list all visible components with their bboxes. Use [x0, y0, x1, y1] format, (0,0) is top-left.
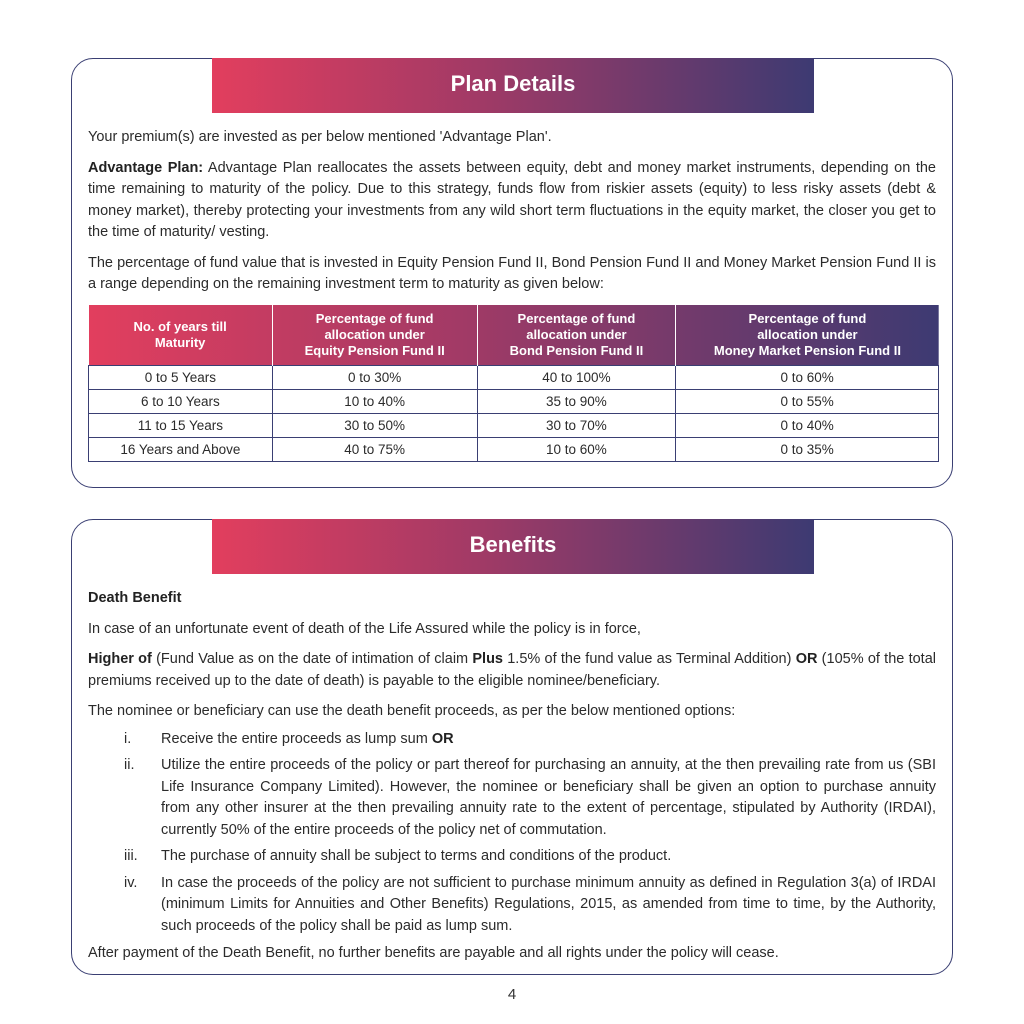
list-item-number: iv.	[124, 874, 138, 891]
list-item	[88, 729, 936, 751]
table-header-2: Percentage of fund allocation under Bond Pension Fund II	[477, 305, 676, 366]
list-item-number: i.	[124, 730, 132, 747]
list-item-bold: OR	[431, 730, 454, 747]
table-cell: 11 to 15 Years	[89, 413, 273, 437]
plan-details-banner: Plan Details	[212, 58, 814, 113]
list-item-text: Utilize the entire proceeds of the policy or part thereof for purchasing an annuity, at the then prevailing rate from us (SBI Life Insurance Company Limited). However, the nominee or beneficiary shall be given an option to purchase annuity from any other insurer at the then prevailing annuity rate to the extent of percentage, stipulated by Authority (IRDAI), currently 50% of the entire proceeds of the policy net of commutation.	[161, 757, 936, 838]
benefits-content	[88, 588, 936, 974]
death-benefit-intro: In case of an unfortunate event of death of the Life Assured while the policy is in force,	[88, 620, 641, 637]
table-cell: 40 to 100%	[477, 365, 676, 389]
table-cell: 0 to 5 Years	[89, 365, 273, 389]
plus-label: Plus	[472, 651, 503, 667]
list-item	[88, 755, 936, 841]
advantage-plan-text: Advantage Plan reallocates the assets between equity, debt and money market instruments, depending on the time remaining to maturity of the policy. Due to this strategy, funds flow from riskier assets (equity) to less risky assets (debt & money market), thereby protecting your investments from any wild short term fluctuations in the equity market, the closer you get to the time of maturity/ vesting.	[88, 159, 936, 240]
table-cell: 16 Years and Above	[89, 437, 273, 461]
table-cell: 0 to 40%	[676, 413, 939, 437]
plan-details-card	[71, 58, 953, 488]
higher-of-label: Higher of	[88, 651, 152, 667]
death-benefit-heading	[88, 588, 936, 610]
list-item-number: ii.	[124, 757, 135, 773]
table-cell: 30 to 70%	[477, 413, 676, 437]
table-row	[89, 389, 939, 413]
page-number: 4	[507, 986, 517, 1003]
plan-details-content	[88, 127, 936, 462]
options-intro: The nominee or beneficiary can use the death benefit proceeds, as per the below mentioned options:	[88, 703, 736, 719]
table-cell: 0 to 60%	[676, 365, 939, 389]
higher-of-text-2: 1.5% of the fund value as Terminal Addition)	[503, 651, 796, 667]
list-item-number: iii.	[124, 848, 138, 864]
table-row	[89, 437, 939, 461]
table-row	[89, 365, 939, 389]
table-cell: 6 to 10 Years	[89, 389, 273, 413]
table-cell: 0 to 35%	[676, 437, 939, 461]
table-header-0: No. of years till Maturity	[89, 305, 273, 366]
list-item	[88, 846, 936, 868]
plan-intro: Your premium(s) are invested as per below mentioned 'Advantage Plan'.	[88, 129, 552, 145]
table-header-1: Percentage of fund allocation under Equity Pension Fund II	[272, 305, 477, 366]
table-row	[89, 413, 939, 437]
benefits-card	[71, 519, 953, 975]
or-label: OR	[795, 651, 818, 667]
advantage-plan-paragraph	[88, 158, 936, 244]
table-cell: 0 to 30%	[272, 365, 477, 389]
higher-of-text-1: (Fund Value as on the date of intimation of claim	[151, 651, 473, 667]
advantage-plan-label: Advantage Plan:	[88, 159, 204, 176]
higher-of-text-3: (105% of the total premiums received up to the date of death) is payable to the eligible nominee/beneficiary.	[88, 651, 936, 689]
benefits-banner: Benefits	[212, 519, 814, 574]
death-benefit-heading-text: Death Benefit	[88, 590, 182, 606]
table-cell: 10 to 40%	[272, 389, 477, 413]
list-item-text: Receive the entire proceeds as lump sum	[161, 730, 432, 747]
table-cell: 35 to 90%	[477, 389, 676, 413]
table-cell: 10 to 60%	[477, 437, 676, 461]
list-item	[88, 873, 936, 938]
table-cell: 0 to 55%	[676, 389, 939, 413]
table-header-3: Percentage of fund allocation under Money Market Pension Fund II	[713, 310, 901, 358]
list-item-text: In case the proceeds of the policy are not sufficient to purchase minimum annuity as defined in Regulation 3(a) of IRDAI (minimum Limits for Annuities and Other Benefits) Regulations, 2015, as amended from time to time, by the Authority, such proceeds of the policy shall be paid as lump sum.	[161, 874, 936, 934]
closing-paragraph: After payment of the Death Benefit, no further benefits are payable and all rights under the policy will cease.	[88, 945, 779, 961]
higher-of-paragraph	[88, 649, 936, 692]
table-cell: 30 to 50%	[272, 413, 477, 437]
fund-allocation-table	[88, 305, 939, 462]
options-list	[88, 729, 936, 938]
table-cell: 40 to 75%	[272, 437, 477, 461]
list-item-text: The purchase of annuity shall be subject to terms and conditions of the product.	[161, 848, 672, 864]
fund-percentage-paragraph: The percentage of fund value that is invested in Equity Pension Fund II, Bond Pension Fund II and Money Market Pension Fund II is a range depending on the remaining investment term to maturity as given below:	[88, 254, 936, 292]
